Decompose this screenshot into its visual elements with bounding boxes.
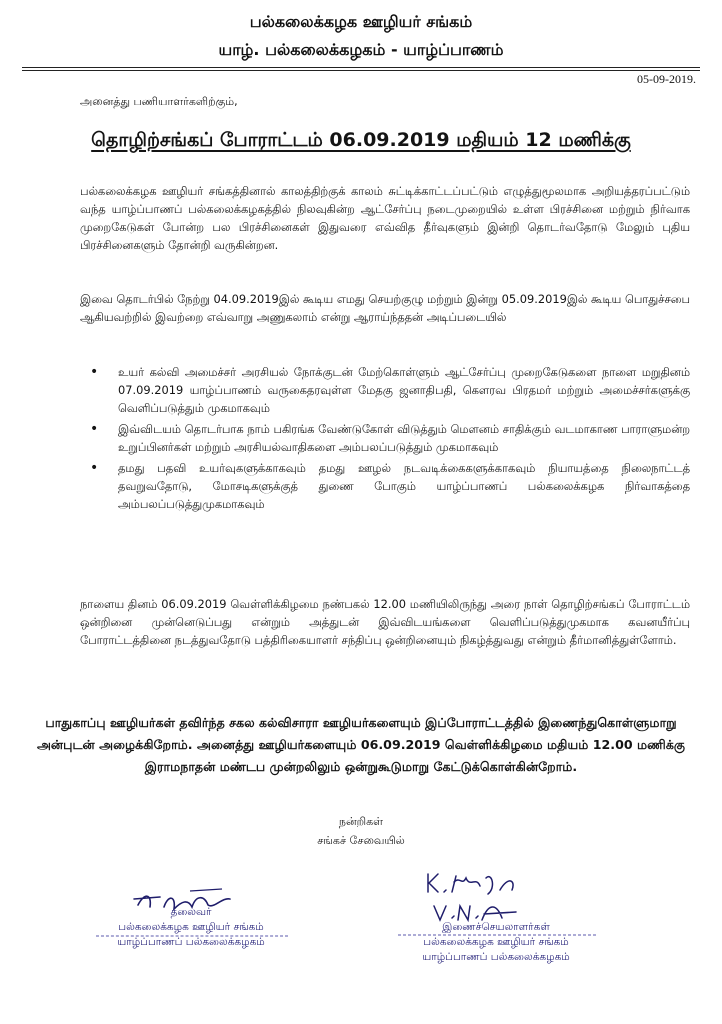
bullet-icon: • bbox=[90, 364, 99, 380]
letter-date: 05-09-2019. bbox=[637, 72, 696, 86]
list-item bbox=[90, 459, 690, 513]
secretaries-stamp bbox=[386, 920, 606, 965]
salutation: அனைத்து பணியாளர்களிற்கும், bbox=[80, 95, 238, 108]
bullet-text: உயர் கல்வி அமைச்சர் அரசியல் நோக்குடன் மேற்கொள்ளும் ஆட்சேர்ப்பு முறைகேடுகளை நாளை மறுதினம் 07.09.2019 யாழ்ப்பாணம் வருகைதரவுள்ள மேதகு ஜனாதிபதி, கௌரவ பிரதமர் மற்றும் அமைச்சர்களுக்கு வெளிப்படுத்தும் முகமாகவும் bbox=[118, 365, 690, 415]
bullet-text: இவ்விடயம் தொடர்பாக நாம் பகிரங்க வேண்டுகோள் விடுத்தும் மௌனம் சாதிக்கும் வடமாகாண பாராளுமன்ற உறுப்பினர்கள் மற்றும் அரசியல்வாதிகளை அம்பலப்படுத்தும் முகமாகவும் bbox=[118, 422, 690, 454]
closing-from: சங்கச் சேவையில் bbox=[317, 834, 405, 847]
president-stamp bbox=[86, 905, 296, 950]
union-name-heading: பல்கலைக்கழக ஊழியர் சங்கம் bbox=[249, 12, 473, 31]
secretaries-org-line-1: பல்கலைக்கழக ஊழியர் சங்கம் bbox=[423, 936, 569, 948]
header-divider-bottom bbox=[22, 70, 700, 71]
university-location-heading: யாழ். பல்கலைக்கழகம் - யாழ்ப்பாணம் bbox=[218, 40, 504, 59]
body-paragraph-1: பல்கலைக்கழக ஊழியர் சங்கத்தினால் காலத்திற்குக் காலம் சுட்டிக்காட்டப்பட்டும் எழுத்துமூலமாக அறியத்தரப்பட்டும் வந்த யாழ்ப்பாணப் பல்கலைக்கழகத்தில் நிலவுகின்ற ஆட்சேர்ப்பு நடைமுறையில் உள்ள பிரச்சினை மற்றும் நிர்வாக முறைகேடுகள் போன்ற பல பிரச்சினைகள் இதுவரை எவ்வித தீர்வுகளும் இன்றி தொடர்வதோடு மேலும் புதிய பிரச்சினைகளும் தோன்றி வருகின்றன. bbox=[80, 184, 690, 252]
body-paragraph-3: நாளைய தினம் 06.09.2019 வெள்ளிக்கிழமை நண்பகல் 12.00 மணியிலிருந்து அரை நாள் தொழிற்சங்கப் போராட்டம் ஒன்றினை முன்னெடுப்பது என்றும் அத்துடன் இவ்விடயங்களை வெளிப்படுத்துமுகமாக கவனயீர்ப்பு போராட்டத்தினை நடத்துவதோடு பத்திரிகையாளர் சந்திப்பு ஒன்றினையும் நிகழ்த்துவது என்றும் தீர்மானித்துள்ளோம். bbox=[80, 597, 690, 647]
appeal-paragraph: பாதுகாப்பு ஊழியர்கள் தவிர்ந்த சகல கல்விசாரா ஊழியர்களையும் இப்போராட்டத்தில் இணைந்துகொள்ளுமாறு அன்புடன் அழைக்கிறோம். அனைத்து ஊழியர்களையும் 06.09.2019 வெள்ளிக்கிழமை மதியம் 12.00 மணிக்கு இராமநாதன் மண்டப முன்றலிலும் ஒன்றுகூடுமாறு கேட்டுக்கொள்கின்றோம். bbox=[36, 715, 686, 774]
president-role: தலைவர் bbox=[170, 906, 212, 918]
secretaries-org-line-2: யாழ்ப்பாணப் பல்கலைக்கழகம் bbox=[422, 951, 570, 963]
president-org-line-1: பல்கலைக்கழக ஊழியர் சங்கம் bbox=[118, 921, 264, 933]
closing-thanks: நன்றிகள் bbox=[338, 815, 384, 828]
bullet-text: தமது பதவி உயர்வுகளுக்காகவும் தமது ஊழல் நடவடிக்கைகளுக்காகவும் நியாயத்தை நிலைநாட்டத் தவறுவதோடு, மோசடிகளுக்குத் துணை போகும் யாழ்ப்பாணப் பல்கலைக்கழக நிர்வாகத்தை அம்பலப்படுத்துமுகமாகவும் bbox=[118, 461, 690, 511]
president-org-line-2: யாழ்ப்பாணப் பல்கலைக்கழகம் bbox=[117, 936, 265, 948]
joint-secretary-signatures-icon bbox=[420, 868, 560, 928]
list-item bbox=[90, 363, 690, 417]
bullet-list bbox=[90, 363, 690, 516]
bullet-icon: • bbox=[90, 421, 99, 437]
list-item bbox=[90, 420, 690, 456]
letter-title-text: தொழிற்சங்கப் போராட்டம் 06.09.2019 மதியம் 12 மணிக்கு bbox=[91, 129, 631, 151]
secretaries-role: இணைச்செயலாளர்கள் bbox=[442, 921, 550, 933]
letter-title bbox=[0, 129, 722, 154]
header-divider-top bbox=[22, 67, 700, 68]
bullet-icon: • bbox=[90, 460, 99, 476]
body-paragraph-2: இவை தொடர்பில் நேற்று 04.09.2019இல் கூடிய எமது செயற்குழு மற்றும் இன்று 05.09.2019இல் கூடிய பொதுச்சபை ஆகியவற்றில் இவற்றை எவ்வாறு அணுகலாம் என்று ஆராய்ந்ததன் அடிப்படையில் bbox=[80, 292, 690, 324]
